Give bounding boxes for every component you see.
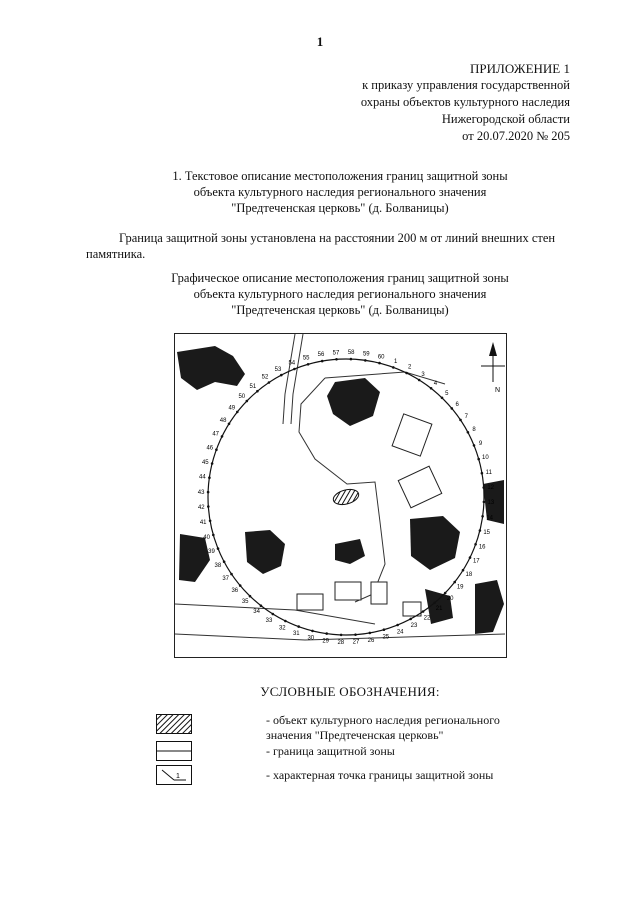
boundary-point-label: 27 <box>352 639 360 646</box>
boundary-point <box>325 632 328 635</box>
boundary-point-label: 1 <box>394 358 398 365</box>
building <box>392 414 432 456</box>
boundary-point <box>207 491 210 494</box>
boundary-point-label: 60 <box>377 354 385 361</box>
boundary-point-label: 49 <box>228 405 236 412</box>
boundary-point-label: 43 <box>197 489 205 496</box>
road-line <box>175 604 375 624</box>
boundary-point-label: 45 <box>201 459 209 466</box>
building <box>398 466 441 508</box>
heading-line: Графическое описание местоположения границ защитной зоны <box>171 271 509 285</box>
boundary-point-label: 52 <box>261 374 269 381</box>
boundary-point-label: 58 <box>347 350 355 357</box>
boundary-point <box>482 486 485 489</box>
building <box>335 582 361 600</box>
heading-line: объекта культурного наследия регионального значения <box>193 287 487 301</box>
boundary-point-label: 50 <box>238 394 246 401</box>
boundary-point <box>396 624 399 627</box>
boundary-point-label: 48 <box>219 418 227 424</box>
boundary-point <box>284 620 287 623</box>
boundary-point-label: 28 <box>337 639 345 646</box>
building <box>297 594 323 610</box>
boundary-point-label: 40 <box>203 534 210 541</box>
legend-symbol-heritage <box>156 714 192 739</box>
boundary-line-icon <box>156 741 192 761</box>
boundary-point-label: 9 <box>478 440 483 447</box>
boundary-point-label: 33 <box>265 617 273 624</box>
boundary-point-label: 30 <box>307 635 315 642</box>
boundary-point <box>364 359 367 362</box>
boundary-point <box>221 435 224 438</box>
legend-item-boundary: - граница защитной зоны <box>266 744 395 758</box>
boundary-point-label: 59 <box>362 351 370 358</box>
boundary-point-label: 15 <box>483 530 491 537</box>
boundary-point <box>474 543 477 546</box>
boundary-point <box>239 584 242 587</box>
hatched-box-icon <box>156 714 192 734</box>
appendix-header <box>361 60 570 145</box>
boundary-point-label: 46 <box>206 445 214 452</box>
paragraph-line: памятника. <box>86 247 146 261</box>
appendix-line: охраны объектов культурного наследия <box>360 95 570 109</box>
boundary-point-label: 53 <box>274 366 282 373</box>
legend-symbol-boundary <box>156 741 192 766</box>
boundary-point-label: 26 <box>367 637 375 644</box>
boundary-point-label: 29 <box>322 638 330 645</box>
boundary-point-label: 51 <box>249 383 257 390</box>
boundary-point-label: 41 <box>199 520 207 526</box>
map-svg <box>175 334 506 657</box>
boundary-point <box>477 458 480 461</box>
church-object <box>332 487 361 507</box>
boundary-point <box>211 462 214 465</box>
boundary-point-label: 19 <box>456 584 464 591</box>
boundary-point-label: 22 <box>423 615 431 622</box>
boundary-point <box>430 387 433 390</box>
boundary-point-label: 57 <box>332 350 340 357</box>
north-label: N <box>495 387 501 394</box>
tree-cluster <box>245 530 285 574</box>
boundary-point <box>272 613 275 616</box>
boundary-point <box>321 360 324 363</box>
page-number: 1 <box>316 34 324 49</box>
tree-cluster <box>177 346 245 390</box>
boundary-point-label: 21 <box>435 606 443 613</box>
boundary-point-label: 11 <box>485 470 492 476</box>
paragraph-line: Граница защитной зоны установлена на расстоянии 200 м от линий внешних стен <box>119 231 556 245</box>
heading-line: "Предтеченская церковь" (д. Болваницы) <box>231 201 449 215</box>
legend-title: УСЛОВНЫЕ ОБОЗНАЧЕНИЯ: <box>260 684 440 699</box>
boundary-point-label: 42 <box>197 505 205 511</box>
boundary-point <box>392 366 395 369</box>
boundary-point <box>378 362 381 365</box>
boundary-point-label: 4 <box>433 380 438 387</box>
boundary-point-label: 3 <box>421 372 425 379</box>
tree-cluster <box>410 516 460 570</box>
boundary-point <box>459 419 462 422</box>
boundary-point <box>433 602 436 605</box>
boundary-point <box>268 381 271 384</box>
text-description-heading <box>120 168 560 216</box>
boundary-point-label: 38 <box>214 563 222 569</box>
legend-label: значения "Предтеченская церковь" <box>266 728 444 742</box>
boundary-point-label: 10 <box>482 455 489 462</box>
boundary-point <box>307 363 310 366</box>
boundary-point <box>473 444 476 447</box>
boundary-point <box>297 625 300 628</box>
boundary-paragraph <box>86 230 598 262</box>
legend-label: - объект культурного наследия регионального <box>266 713 500 727</box>
boundary-point-label: 23 <box>410 623 418 630</box>
protection-zone-map <box>174 333 507 658</box>
tree-cluster <box>327 378 380 426</box>
boundary-point <box>260 604 263 607</box>
boundary-point-label: 2 <box>408 364 412 371</box>
boundary-point-label: 36 <box>231 588 239 595</box>
boundary-point-label: 18 <box>465 572 473 578</box>
legend-item-heritage <box>266 713 500 743</box>
road-line <box>283 334 295 424</box>
tree-cluster <box>475 580 504 634</box>
heading-line: "Предтеченская церковь" (д. Болваницы) <box>231 303 449 317</box>
boundary-point <box>418 379 421 382</box>
boundary-point <box>215 448 218 451</box>
boundary-point-label: 54 <box>288 360 296 367</box>
boundary-point-label: 20 <box>446 595 454 602</box>
boundary-point <box>444 592 447 595</box>
boundary-point <box>212 534 215 537</box>
heading-line: 1. Текстовое описание местоположения границ защитной зоны <box>172 169 508 183</box>
boundary-point <box>441 397 444 400</box>
boundary-point <box>467 431 470 434</box>
building <box>371 582 387 604</box>
boundary-point-label: 24 <box>396 629 404 636</box>
boundary-point-label: 5 <box>445 390 449 397</box>
boundary-point-label: 39 <box>208 549 215 556</box>
appendix-title: ПРИЛОЖЕНИЕ 1 <box>470 61 570 76</box>
boundary-point <box>223 560 226 563</box>
boundary-point-label: 6 <box>455 401 459 408</box>
boundary-point-label: 44 <box>199 474 206 481</box>
tree-cluster <box>179 534 210 582</box>
boundary-point-label: 13 <box>487 500 495 507</box>
boundary-point <box>479 529 482 532</box>
appendix-line: от 20.07.2020 № 205 <box>462 129 570 143</box>
boundary-point <box>383 628 386 631</box>
boundary-point <box>469 556 472 559</box>
boundary-point <box>228 423 231 426</box>
boundary-point-label: 34 <box>253 609 260 616</box>
boundary-point-label: 35 <box>241 599 249 606</box>
boundary-point <box>350 358 353 361</box>
boundary-point-label: 55 <box>302 355 310 362</box>
boundary-point <box>453 581 456 584</box>
graphic-description-heading <box>120 270 560 318</box>
boundary-point <box>256 390 259 393</box>
boundary-point <box>249 595 252 598</box>
boundary-point-label: 47 <box>212 431 220 438</box>
boundary-point-label: 12 <box>487 485 495 491</box>
boundary-point <box>311 630 314 633</box>
legend-symbol-point <box>156 765 192 790</box>
boundary-point <box>246 400 249 403</box>
boundary-point <box>481 472 484 475</box>
boundary-point <box>230 573 233 576</box>
boundary-point <box>409 618 412 621</box>
boundary-point-label: 31 <box>292 631 300 638</box>
boundary-point <box>483 501 486 504</box>
appendix-line: к приказу управления государственной <box>362 78 570 92</box>
boundary-point <box>335 358 338 361</box>
boundary-point <box>369 632 372 635</box>
tree-cluster <box>335 539 365 564</box>
buildings <box>297 414 442 616</box>
legend-point-label: 1 <box>176 773 180 780</box>
boundary-point-label: 8 <box>472 427 476 433</box>
boundary-point-label: 14 <box>486 515 493 522</box>
boundary-point-label: 56 <box>317 352 325 359</box>
boundary-point <box>209 520 212 523</box>
boundary-point-label: 32 <box>278 625 286 632</box>
boundary-point <box>207 505 210 508</box>
boundary-point <box>208 476 211 479</box>
boundary-point <box>354 633 357 636</box>
boundary-point <box>280 374 283 377</box>
boundary-point-label: 25 <box>382 634 390 641</box>
boundary-point-label: 37 <box>222 576 230 582</box>
characteristic-point-icon <box>156 765 192 785</box>
appendix-line: Нижегородской области <box>441 112 570 126</box>
boundary-point-label: 17 <box>472 558 480 565</box>
boundary-point <box>481 515 484 518</box>
boundary-point <box>236 411 239 414</box>
boundary-point-label: 16 <box>478 544 486 551</box>
legend-item-point: - характерная точка границы защитной зоны <box>266 768 494 782</box>
boundary-point <box>340 634 343 637</box>
boundary-point <box>293 368 296 371</box>
boundary-point <box>422 610 425 613</box>
boundary-point-label: 7 <box>464 414 468 420</box>
boundary-point <box>462 569 465 572</box>
boundary-point <box>451 407 454 410</box>
boundary-point <box>405 372 408 375</box>
heading-line: объекта культурного наследия регионального значения <box>193 185 487 199</box>
boundary-point <box>217 547 220 550</box>
north-arrow-icon <box>481 342 505 394</box>
